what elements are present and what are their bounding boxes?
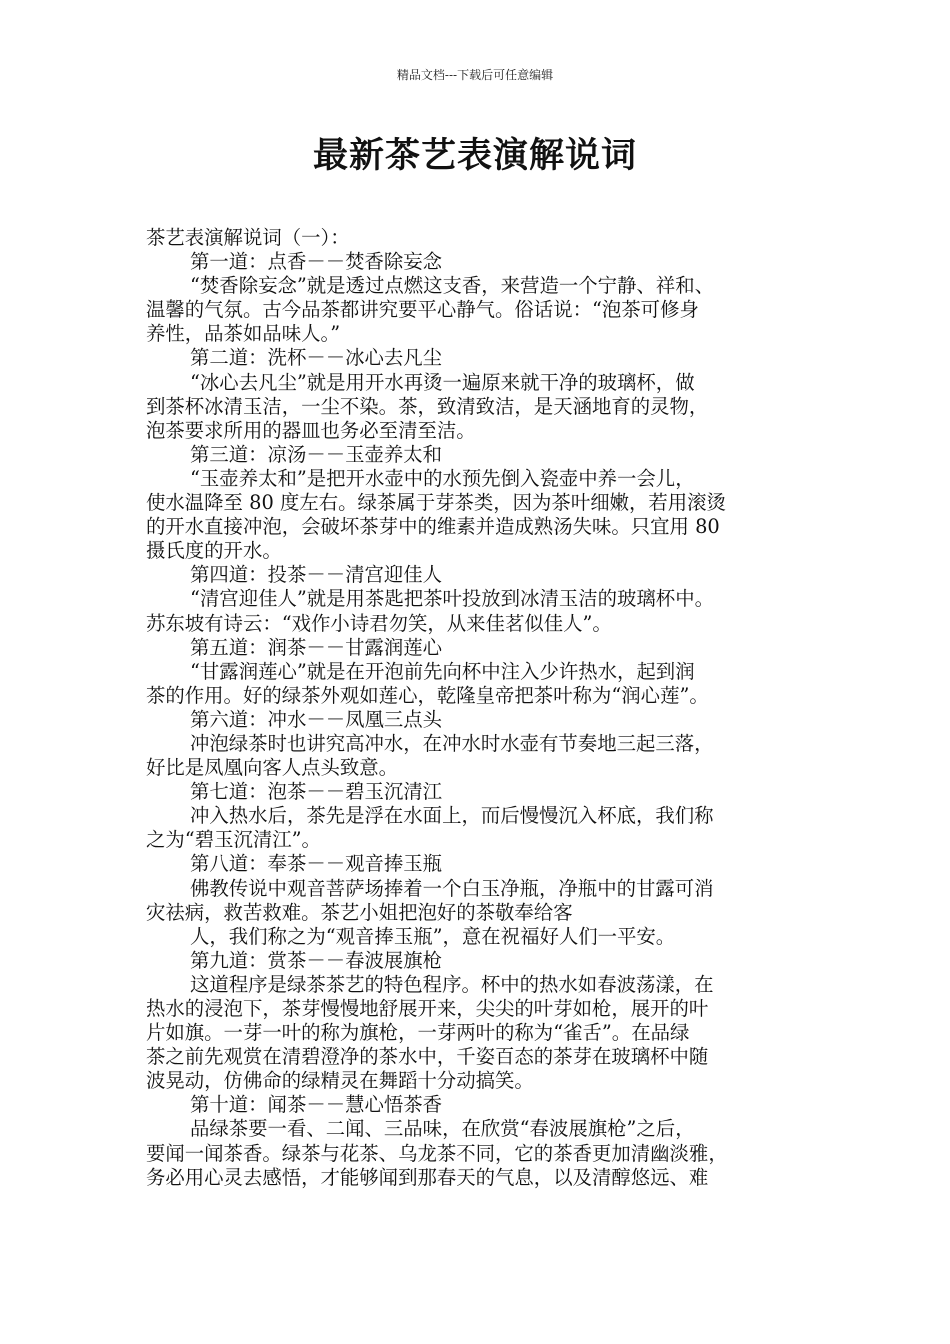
section-heading: 第一道：点香－－焚香除妄念 (190, 250, 443, 274)
paragraph-line: 温馨的气氛。古今品茶都讲究要平心静气。俗话说：“泡茶可修身 (146, 298, 699, 322)
paragraph-line: 要闻一闻茶香。绿茶与花茶、乌龙茶不同，它的茶香更加清幽淡雅， (146, 1141, 728, 1165)
paragraph-line: 茶的作用。好的绿茶外观如莲心，乾隆皇帝把茶叶称为“润心莲”。 (146, 683, 709, 707)
paragraph-line: 之为“碧玉沉清江”。 (146, 828, 321, 852)
paragraph-line: “甘露润莲心”就是在开泡前先向杯中注入少许热水，起到润 (190, 659, 695, 683)
paragraph-line: 使水温降至 80 度左右。绿茶属于芽茶类，因为茶叶细嫩，若用滚烫 (146, 491, 726, 515)
document-body (146, 226, 811, 1190)
intro-line: 茶艺表演解说词（一）： (146, 226, 350, 249)
paragraph-line: 泡茶要求所用的器皿也务必至清至洁。 (146, 418, 476, 442)
paragraph-line: 的开水直接冲泡，会破坏茶芽中的维素并造成熟汤失味。只宜用 80 (146, 515, 720, 539)
paragraph-line: 冲泡绿茶时也讲究高冲水，在冲水时水壶有节奏地三起三落， (190, 731, 714, 755)
section-heading: 第八道：奉茶－－观音捧玉瓶 (190, 852, 443, 876)
paragraph-line: 好比是凤凰向客人点头致意。 (146, 756, 399, 780)
section-heading: 第五道：润茶－－甘露润莲心 (190, 635, 443, 659)
section-heading: 第六道：冲水－－凤凰三点头 (190, 707, 443, 731)
section-heading: 第三道：凉汤－－玉壶养太和 (190, 442, 443, 466)
paragraph-line: 茶之前先观赏在清碧澄净的茶水中，千姿百态的茶芽在玻璃杯中随 (146, 1045, 709, 1069)
paragraph-line: 片如旗。一芽一叶的称为旗枪，一芽两叶的称为“雀舌”。在品绿 (146, 1021, 690, 1045)
paragraph-line: “冰心去凡尘”就是用开水再烫一遍原来就干净的玻璃杯，做 (190, 370, 695, 394)
paragraph-line: 品绿茶要一看、二闻、三品味，在欣赏“春波展旗枪”之后， (190, 1117, 695, 1141)
paragraph-line: 这道程序是绿茶茶艺的特色程序。杯中的热水如春波荡漾，在 (190, 972, 714, 996)
paragraph-line: 热水的浸泡下，茶芽慢慢地舒展开来，尖尖的叶芽如枪，展开的叶 (146, 997, 709, 1020)
paragraph-line: “焚香除妄念”就是透过点燃这支香，来营造一个宁静、祥和、 (190, 274, 714, 298)
section-heading: 第十道：闻茶－－慧心悟茶香 (190, 1093, 443, 1117)
paragraph-line: 佛教传说中观音菩萨场捧着一个白玉净瓶，净瓶中的甘露可消 (190, 876, 714, 900)
paragraph-line: 养性，品茶如品味人。” (146, 322, 341, 346)
paragraph-line: 到茶杯冰清玉洁，一尘不染。茶，致清致洁，是天涵地育的灵物， (146, 394, 709, 418)
document-title: 最新茶艺表演解说词 (312, 136, 637, 176)
paragraph-line: 人，我们称之为“观音捧玉瓶”，意在祝福好人们一平安。 (190, 924, 676, 948)
paragraph-line: 务必用心灵去感悟，才能够闻到那春天的气息，以及清醇悠远、难 (146, 1165, 709, 1189)
section-heading: 第七道：泡茶－－碧玉沉清江 (190, 780, 443, 804)
section-heading: 第二道：洗杯－－冰心去凡尘 (190, 346, 443, 370)
paragraph-line: 苏东坡有诗云：“戏作小诗君勿笑，从来佳茗似佳人”。 (146, 611, 612, 635)
paragraph-line: 波晃动，仿佛命的绿精灵在舞蹈十分动搞笑。 (146, 1069, 534, 1093)
paragraph-line: 冲入热水后，茶先是浮在水面上，而后慢慢沉入杯底，我们称 (190, 804, 714, 828)
paragraph-line: 灾祛病，救苦救难。茶艺小姐把泡好的茶敬奉给客 (146, 900, 573, 924)
header-note: 精品文档---下载后可任意编辑 (396, 68, 554, 82)
paragraph-line: 摄氏度的开水。 (146, 539, 282, 563)
section-heading: 第九道：赏茶－－春波展旗枪 (190, 948, 443, 972)
paragraph-line: “清宫迎佳人”就是用茶匙把茶叶投放到冰清玉洁的玻璃杯中。 (190, 587, 714, 611)
body-lines (146, 250, 811, 1190)
section-heading: 第四道：投茶－－清宫迎佳人 (190, 563, 443, 587)
paragraph-line: “玉壶养太和”是把开水壶中的水预先倒入瓷壶中养一会儿， (190, 466, 695, 490)
